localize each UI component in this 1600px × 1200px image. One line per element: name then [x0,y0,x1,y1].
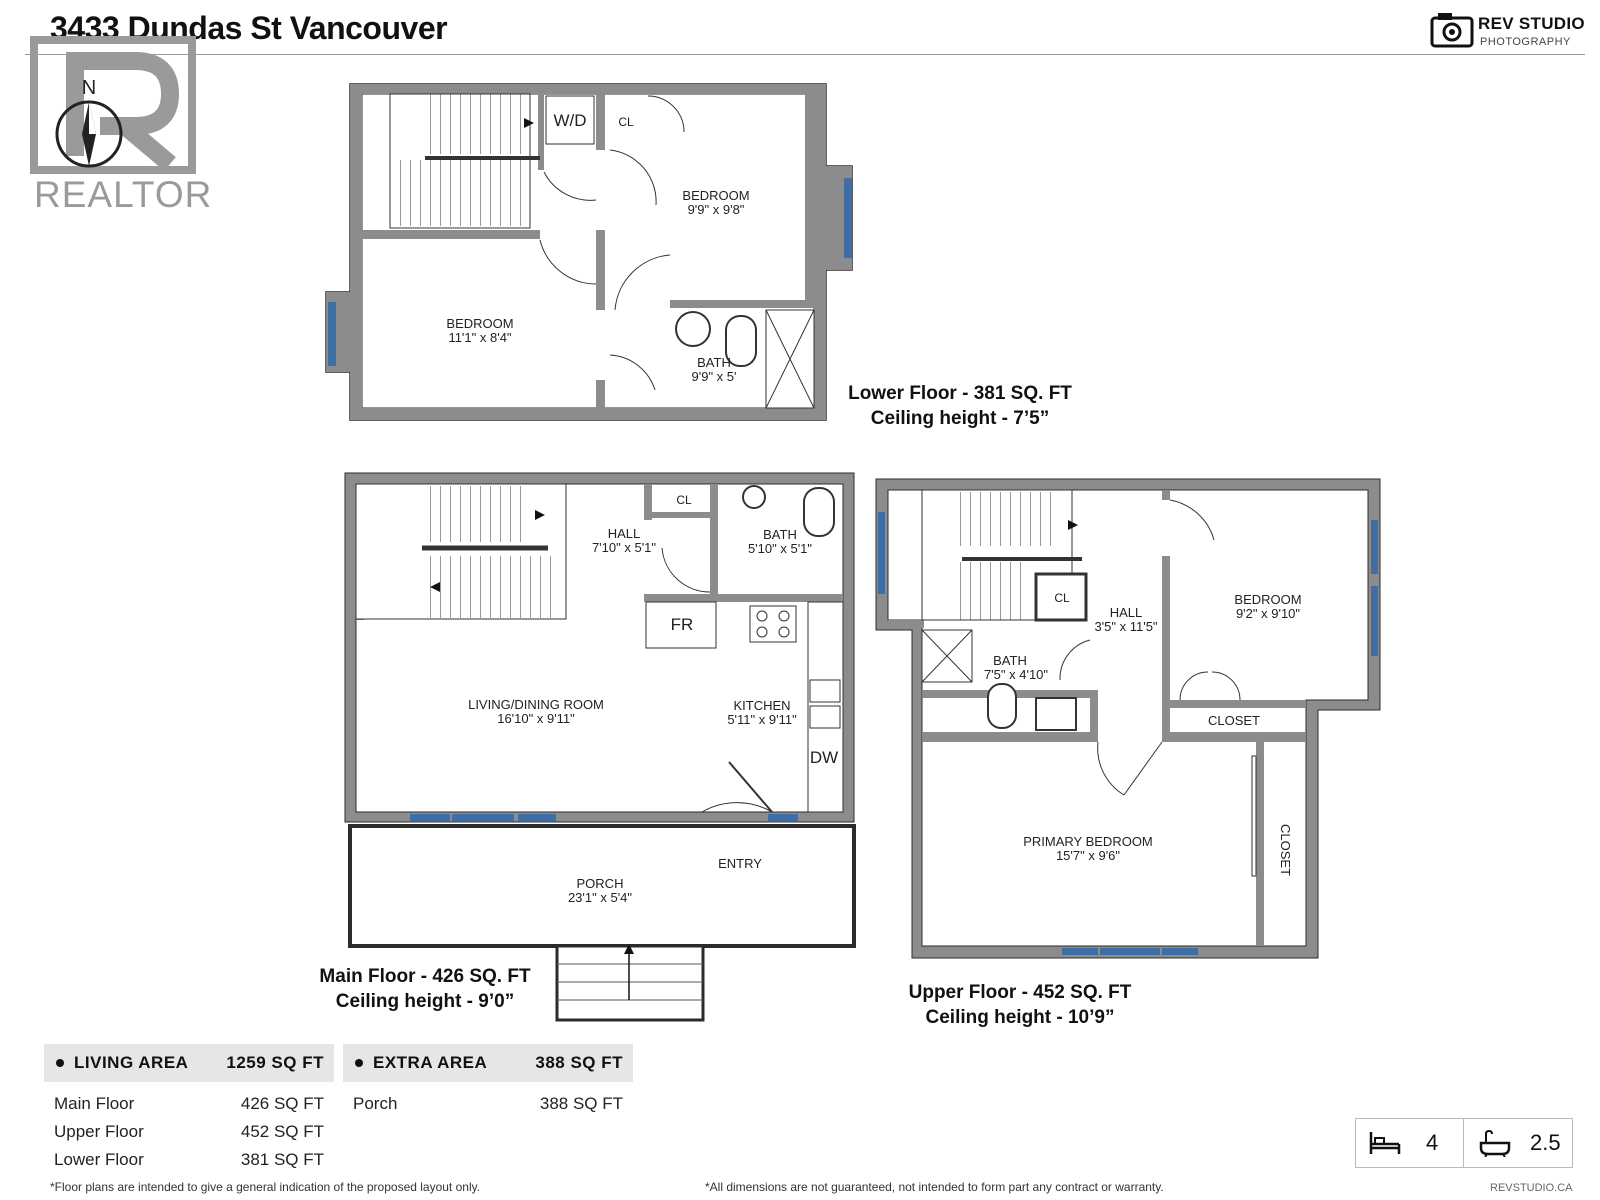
living-area-header [44,1044,334,1082]
living-area-table [44,1044,334,1174]
bath-name: BATH [763,527,797,542]
brand-name: REV STUDIO [1478,14,1585,33]
bath-name: BATH [993,653,1027,668]
primary-bedroom-name: PRIMARY BEDROOM [1023,834,1153,849]
main-floor-area: Main Floor - 426 SQ. FT [319,966,531,987]
baths-count: 2.5 [1530,1130,1561,1155]
extra-area-header [343,1044,633,1082]
bath-dimensions: 5'10" x 5'1" [747,541,813,556]
footer-site: REVSTUDIO.CA [1490,1182,1573,1194]
stat-row [44,1118,334,1146]
fridge-label: FR [670,615,694,634]
beds-cell [1356,1119,1463,1167]
bedroom-dimensions: 11'1" x 8'4" [448,330,512,345]
upper-floor-ceiling: Ceiling height - 10’9” [925,1007,1115,1028]
upper-floor-plan [876,479,1380,958]
bedroom-dimensions: 9'9" x 9'8" [687,202,745,217]
kitchen-name: KITCHEN [733,698,791,713]
stat-name: Main Floor [54,1094,135,1113]
bullet-icon [355,1059,363,1067]
bathtub-icon [1478,1129,1512,1157]
lower-floor-area: Lower Floor - 381 SQ. FT [848,383,1072,404]
stat-name: Porch [353,1094,398,1113]
living-area-title: LIVING AREA [74,1053,189,1072]
listing-address: 3433 Dundas St Vancouver [50,10,448,46]
closet-label: CLOSET [1207,713,1261,728]
stat-value: 381 SQ FT [240,1150,324,1169]
main-floor-caption [310,964,540,1014]
bedroom-name: BEDROOM [446,316,514,331]
main-floor-ceiling: Ceiling height - 9’0” [335,991,515,1012]
dishwasher-label: DW [809,748,839,767]
entry-label: ENTRY [718,856,762,871]
closet-label: CL [618,115,634,129]
living-area-total: 1259 SQ FT [226,1053,324,1072]
lower-floor-caption [840,381,1080,431]
footer-disclaimer-right: *All dimensions are not guaranteed, not intended to form part any contract or warranty. [705,1180,1164,1194]
stat-row [343,1090,633,1118]
bath-dimensions: 9'9" x 5' [691,369,737,384]
wd-label: W/D [553,111,587,130]
lower-floor-plan [326,84,852,420]
window [328,302,336,366]
kitchen-dimensions: 5'11" x 9'11" [727,712,797,727]
bed-icon [1368,1130,1402,1156]
bedroom-name: BEDROOM [682,188,750,203]
stat-row [44,1090,334,1118]
extra-area-title: EXTRA AREA [373,1053,488,1072]
bedroom-name: BEDROOM [1234,592,1302,607]
window [844,178,852,258]
beds-baths-summary [1355,1118,1573,1168]
stat-name: Upper Floor [54,1122,144,1141]
main-floor-plan [345,473,854,1020]
closet-label: CL [676,493,692,507]
beds-count: 4 [1426,1130,1439,1155]
bath-dimensions: 7'5" x 4'10" [983,667,1049,682]
stat-row [44,1146,334,1174]
upper-floor-area: Upper Floor - 452 SQ. FT [908,982,1132,1003]
closet-label: CL [1054,591,1070,605]
living-dining-dimensions: 16'10" x 9'11" [497,711,575,726]
living-dining-name: LIVING/DINING ROOM [468,697,604,712]
bedroom-dimensions: 9'2" x 9'10" [1235,606,1301,621]
brand-subtitle: PHOTOGRAPHY [1480,36,1571,48]
footer-disclaimer-left: *Floor plans are intended to give a general indication of the proposed layout only. [50,1180,481,1194]
baths-cell [1464,1119,1572,1167]
stat-value: 426 SQ FT [240,1094,324,1113]
stat-name: Lower Floor [54,1150,144,1169]
hall-name: HALL [607,526,641,541]
porch-dimensions: 23'1" x 5'4" [567,890,633,905]
realtor-watermark-text: REALTOR [34,174,213,215]
closet-label: CLOSET [1278,823,1293,877]
hall-name: HALL [1109,605,1143,620]
hall-dimensions: 7'10" x 5'1" [591,540,657,555]
extra-area-table [343,1044,633,1118]
extra-area-total: 388 SQ FT [535,1053,623,1072]
porch-name: PORCH [576,876,624,891]
primary-bedroom-dimensions: 15'7" x 9'6" [1055,848,1121,863]
stat-value: 452 SQ FT [240,1122,324,1141]
north-label: N [81,77,97,99]
bullet-icon [56,1059,64,1067]
upper-floor-caption [900,980,1140,1030]
lower-floor-ceiling: Ceiling height - 7’5” [870,408,1050,429]
bath-name: BATH [697,355,731,370]
stat-value: 388 SQ FT [539,1094,623,1113]
hall-dimensions: 3'5" x 11'5" [1094,619,1158,634]
